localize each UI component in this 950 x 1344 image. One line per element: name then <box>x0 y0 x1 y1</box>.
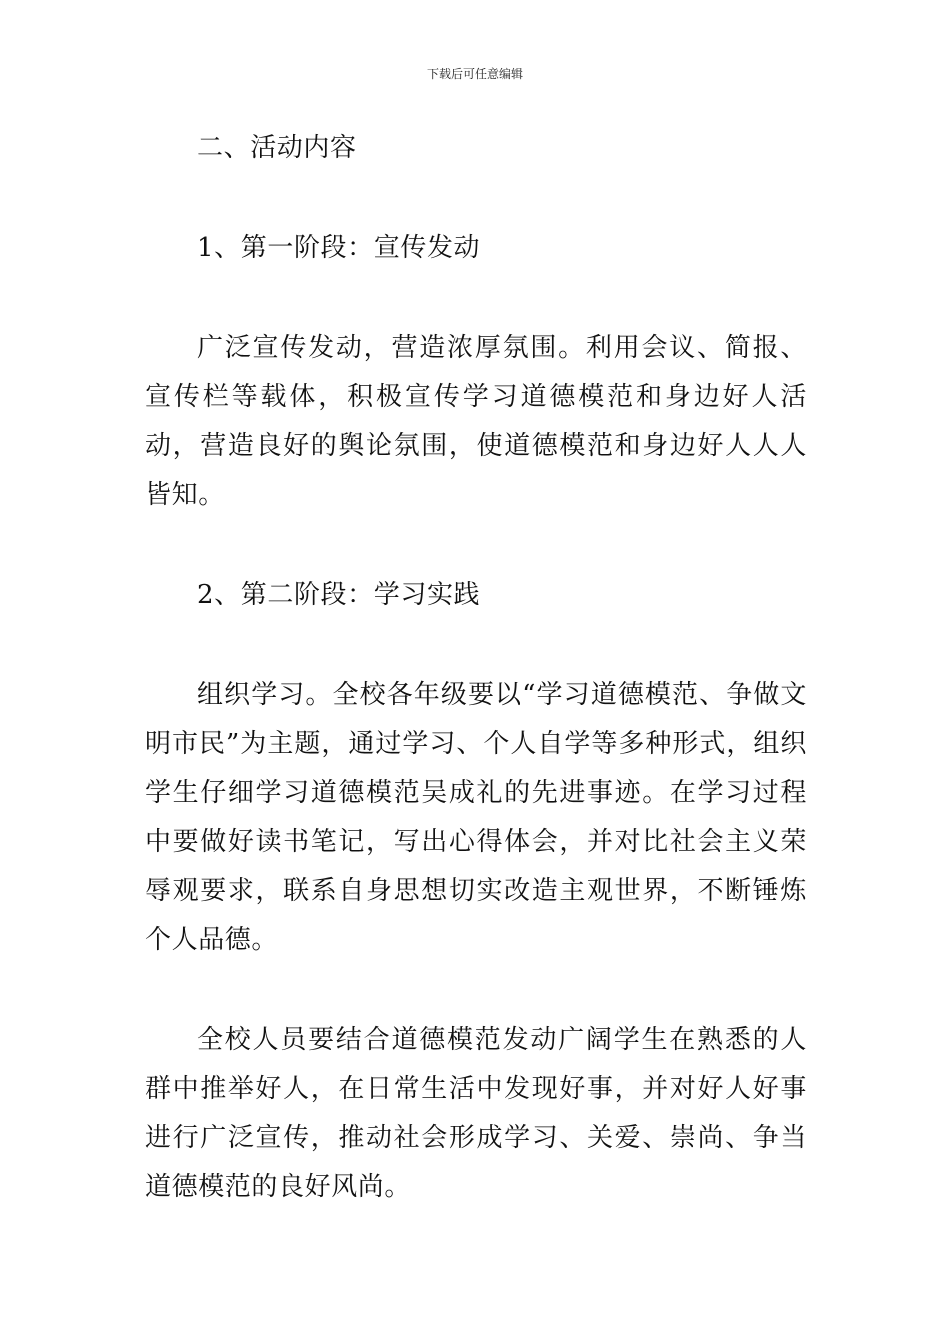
paragraph-gap <box>145 273 807 324</box>
paragraph-gap <box>145 620 807 671</box>
stage1-paragraph: 广泛宣传发动，营造浓厚氛围。利用会议、简报、宣传栏等载体，积极宣传学习道德模范和身边好人活动，营造良好的舆论氛围，使道德模范和身边好人人人皆知。 <box>145 333 807 510</box>
stage2-heading: 2、第二阶段：学习实践 <box>197 580 481 610</box>
stage2-paragraph-practice: 全校人员要结合道德模范发动广阔学生在熟悉的人群中推举好人，在日常生活中发现好事，并对好人好事进行广泛宣传，推动社会形成学习、关爱、崇尚、争当道德模范的良好风尚。 <box>145 1025 807 1202</box>
running-header: 下载后可任意编辑 <box>426 67 523 81</box>
stage1-heading: 1、第一阶段：宣传发动 <box>197 233 481 263</box>
document-body <box>145 124 807 1212</box>
paragraph-gap <box>145 520 807 571</box>
stage2-paragraph-study: 组织学习。全校各年级要以“学习道德模范、争做文明市民”为主题，通过学习、个人自学等多种形式，组织学生仔细学习道德模范吴成礼的先进事迹。在学习过程中要做好读书笔记，写出心得体会，并对比社会主义荣辱观要求，联系自身思想切实改造主观世界，不断锤炼个人品德。 <box>145 680 807 955</box>
paragraph-gap <box>145 965 807 1016</box>
paragraph-gap <box>145 173 807 224</box>
section-heading: 二、活动内容 <box>197 133 357 163</box>
